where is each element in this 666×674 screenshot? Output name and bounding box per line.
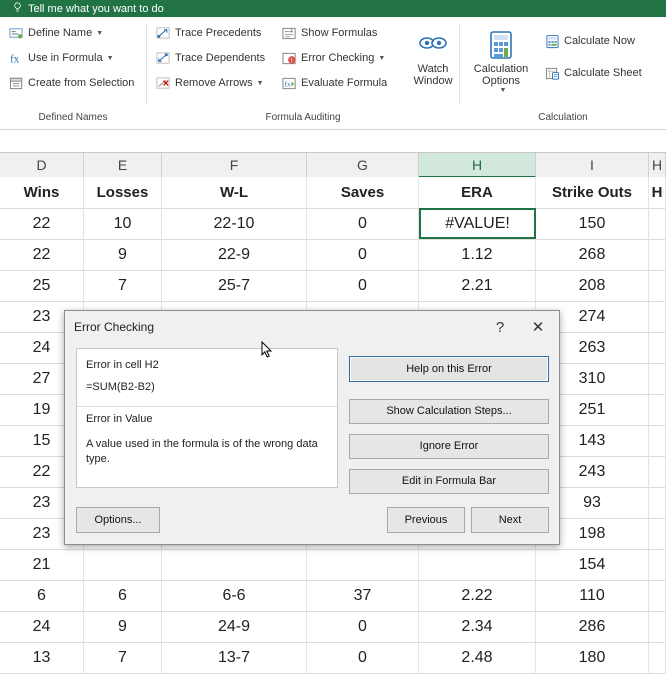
table-row [0,549,666,581]
cell-h3[interactable]: 1.12 [419,239,536,270]
cell-h1[interactable]: ERA [419,177,536,208]
table-row [0,208,666,240]
panel-divider [77,406,337,407]
show-formulas-button[interactable] [279,23,380,43]
cell-i16[interactable]: 180 [536,642,649,673]
cell-j8[interactable] [649,394,666,425]
chevron-down-icon[interactable]: ▼ [256,79,264,87]
cell-e13[interactable] [84,549,162,580]
cell-e3[interactable]: 9 [84,239,162,270]
cell-i14[interactable]: 110 [536,580,649,611]
cell-i7[interactable]: 310 [536,363,649,394]
error-formula: =SUM(B2-B2) [86,381,155,393]
calculate-now-button[interactable] [542,31,638,51]
edit-in-formula-bar-button[interactable] [349,469,549,494]
cell-j1[interactable]: H [649,177,666,208]
ribbon-group-formula-auditing [147,17,459,129]
ribbon [0,17,666,130]
cell-j7[interactable] [649,363,666,394]
remove-arrows-label: Remove Arrows [175,77,253,89]
cell-j12[interactable] [649,518,666,549]
cell-f14[interactable]: 6-6 [162,580,307,611]
remove-arrows-icon [156,76,171,91]
cell-j3[interactable] [649,239,666,270]
cell-e1[interactable]: Losses [84,177,162,208]
show-calculation-steps-label: Show Calculation Steps... [386,405,512,417]
cell-h2-active[interactable]: #VALUE! [419,208,536,239]
cell-j6[interactable] [649,332,666,363]
column-header-f[interactable]: F [162,153,307,178]
trace-precedents-label: Trace Precedents [175,27,262,39]
cell-f15[interactable]: 24-9 [162,611,307,642]
evaluate-formula-button[interactable] [279,73,390,93]
next-button[interactable] [471,507,549,533]
defined-names-group-label: Defined Names [38,112,108,123]
calculate-now-icon [545,34,560,49]
error-detail-panel [76,348,338,488]
cell-i2[interactable]: 150 [536,208,649,239]
chevron-down-icon[interactable]: ▼ [378,54,386,62]
define-name-icon [9,26,24,41]
show-calculation-steps-button[interactable] [349,399,549,424]
error-checking-dialog[interactable] [64,310,560,545]
column-header-e[interactable]: E [84,153,162,178]
calculation-options-icon [485,29,517,61]
table-row [0,239,666,271]
error-description: A value used in the formula is of the wrong data type. [86,438,318,465]
cell-h16[interactable]: 2.48 [419,642,536,673]
trace-dependents-icon [156,51,171,66]
help-on-this-error-button[interactable] [349,356,549,382]
cell-j4[interactable] [649,270,666,301]
create-from-selection-button[interactable] [6,73,137,93]
calculate-sheet-icon [545,66,560,81]
show-formulas-icon [282,26,297,41]
cell-i15[interactable]: 286 [536,611,649,642]
watch-window-button[interactable] [405,29,461,87]
error-type-label: Error in Value [86,413,153,425]
cell-d11[interactable]: 23 [0,487,84,518]
cell-j9[interactable] [649,425,666,456]
cell-i1[interactable]: Strike Outs [536,177,649,208]
cell-g2[interactable]: 0 [307,208,419,239]
cell-h14[interactable]: 2.22 [419,580,536,611]
table-row [0,580,666,612]
ignore-error-button[interactable] [349,434,549,459]
column-header-g[interactable]: G [307,153,419,178]
cell-f16[interactable]: 13-7 [162,642,307,673]
cell-f2[interactable]: 22-10 [162,208,307,239]
cell-d6[interactable]: 24 [0,332,84,363]
column-header-h2[interactable]: H [649,153,666,178]
trace-precedents-button[interactable] [153,23,264,43]
calculate-sheet-button[interactable] [542,63,645,83]
show-formulas-label: Show Formulas [301,27,378,39]
lightbulb-icon [12,2,23,16]
use-in-formula-icon [9,51,24,66]
cell-g3[interactable]: 0 [307,239,419,270]
cell-e2[interactable]: 10 [84,208,162,239]
cell-i8[interactable]: 251 [536,394,649,425]
cell-d4[interactable]: 25 [0,270,84,301]
chevron-down-icon[interactable]: ▼ [106,54,114,62]
cell-g13[interactable] [307,549,419,580]
table-row [0,177,666,209]
calculation-options-button[interactable] [470,29,532,94]
cell-g16[interactable]: 0 [307,642,419,673]
cell-f3[interactable]: 22-9 [162,239,307,270]
error-cell-label: Error in cell H2 [86,359,159,371]
calculate-sheet-label: Calculate Sheet [564,67,642,79]
cell-d3[interactable]: 22 [0,239,84,270]
calculation-group-label: Calculation [538,112,588,123]
help-icon[interactable]: ? [495,319,505,336]
cell-j13[interactable] [649,549,666,580]
cell-j16[interactable] [649,642,666,673]
calculation-options-label: Calculation Options [473,63,529,87]
cell-j2[interactable] [649,208,666,239]
create-from-selection-icon [9,76,24,91]
watch-window-icon [417,29,449,61]
use-in-formula-button[interactable] [6,48,117,68]
trace-dependents-label: Trace Dependents [175,52,266,64]
formula-auditing-group-label: Formula Auditing [265,112,341,123]
evaluate-formula-icon [282,76,297,91]
table-row [0,611,666,643]
use-in-formula-label: Use in Formula [28,52,103,64]
help-on-this-error-label: Help on this Error [406,363,492,375]
close-icon[interactable]: ✕ [531,319,545,336]
cell-h13[interactable] [419,549,536,580]
cell-i9[interactable]: 143 [536,425,649,456]
cell-d8[interactable]: 19 [0,394,84,425]
cell-i4[interactable]: 208 [536,270,649,301]
tell-me-bar[interactable] [0,0,666,17]
ribbon-group-calculation [460,17,666,129]
cell-d7[interactable]: 27 [0,363,84,394]
cell-d12[interactable]: 23 [0,518,84,549]
cell-i10[interactable]: 243 [536,456,649,487]
cell-d1[interactable]: Wins [0,177,84,208]
cell-f13[interactable] [162,549,307,580]
cell-i12[interactable]: 198 [536,518,649,549]
watch-window-label: Watch Window [413,63,453,87]
error-checking-icon [282,51,297,66]
cell-j14[interactable] [649,580,666,611]
cell-d5[interactable]: 23 [0,301,84,332]
cell-d13[interactable]: 21 [0,549,84,580]
ribbon-group-defined-names [0,17,146,129]
cell-i11[interactable]: 93 [536,487,649,518]
svg-text:fx: fx [9,52,20,65]
cell-g15[interactable]: 0 [307,611,419,642]
column-header-d[interactable]: D [0,153,84,178]
cell-d16[interactable]: 13 [0,642,84,673]
define-name-label: Define Name [28,27,93,39]
cell-f1[interactable]: W-L [162,177,307,208]
chevron-down-icon[interactable]: ▼ [96,29,104,37]
dialog-title: Error Checking [74,320,155,334]
cell-j11[interactable] [649,487,666,518]
column-header-i[interactable]: I [536,153,649,178]
next-label: Next [498,514,522,526]
cell-d14[interactable]: 6 [0,580,84,611]
svg-text:fx: fx [284,78,291,88]
svg-text:!: ! [290,56,293,64]
svg-text:f: f [290,27,293,35]
previous-label: Previous [404,514,448,526]
cell-j5[interactable] [649,301,666,332]
edit-in-formula-bar-label: Edit in Formula Bar [401,475,497,487]
cell-g4[interactable]: 0 [307,270,419,301]
calculate-now-label: Calculate Now [564,35,635,47]
cell-g14[interactable]: 37 [307,580,419,611]
cell-h4[interactable]: 2.21 [419,270,536,301]
remove-arrows-button[interactable] [153,73,267,93]
cell-i13[interactable]: 154 [536,549,649,580]
options-button[interactable] [76,507,160,533]
define-name-button[interactable] [6,23,106,43]
trace-precedents-icon [156,26,171,41]
table-row [0,270,666,302]
tell-me-text: Tell me what you want to do [28,2,164,15]
ignore-error-label: Ignore Error [419,440,479,452]
chevron-down-icon[interactable]: ▼ [499,87,507,94]
cell-d10[interactable]: 22 [0,456,84,487]
cell-i6[interactable]: 263 [536,332,649,363]
error-checking-button[interactable] [279,48,388,68]
cell-d15[interactable]: 24 [0,611,84,642]
cell-e4[interactable]: 7 [84,270,162,301]
evaluate-formula-label: Evaluate Formula [301,77,388,89]
cell-e16[interactable]: 7 [84,642,162,673]
column-header-row [0,152,666,179]
cell-g1[interactable]: Saves [307,177,419,208]
cell-d2[interactable]: 22 [0,208,84,239]
options-label: Options... [94,514,142,526]
cell-h15[interactable]: 2.34 [419,611,536,642]
previous-button[interactable] [387,507,465,533]
cell-d9[interactable]: 15 [0,425,84,456]
cell-f4[interactable]: 25-7 [162,270,307,301]
cell-i3[interactable]: 268 [536,239,649,270]
create-from-selection-label: Create from Selection [28,77,135,89]
trace-dependents-button[interactable] [153,48,268,68]
cell-j10[interactable] [649,456,666,487]
error-checking-label: Error Checking [301,52,375,64]
cell-i5[interactable]: 274 [536,301,649,332]
column-header-h[interactable]: H [419,153,536,178]
cell-j15[interactable] [649,611,666,642]
cell-e14[interactable]: 6 [84,580,162,611]
cell-e15[interactable]: 9 [84,611,162,642]
table-row [0,642,666,674]
